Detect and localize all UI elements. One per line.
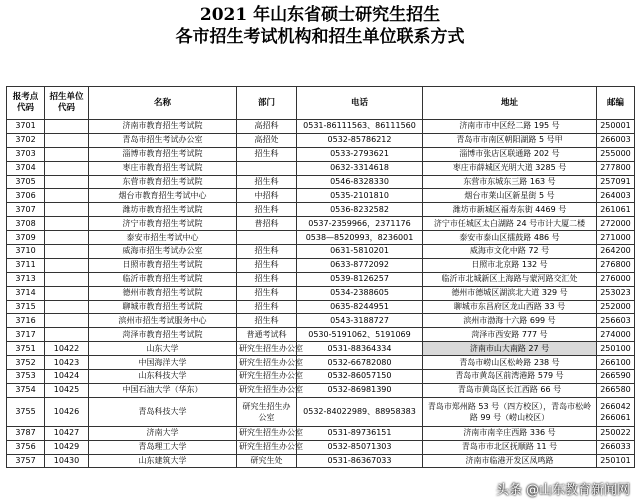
- cell-zip: 266003: [597, 133, 635, 147]
- cell-name: 青岛科技大学: [89, 397, 237, 426]
- cell-phone: 0631-5810201: [297, 245, 423, 259]
- cell-phone: 0534-2388605: [297, 286, 423, 300]
- column-header: 地址: [423, 87, 597, 120]
- cell-name: 日照市教育招生考试院: [89, 258, 237, 272]
- cell-addr: 聊城市东昌府区龙山西路 33 号: [423, 300, 597, 314]
- cell-unit: [45, 161, 89, 175]
- cell-dept: 招生科: [237, 314, 297, 328]
- cell-phone: 0543-3188727: [297, 314, 423, 328]
- cell-unit: [45, 300, 89, 314]
- cell-unit: [45, 245, 89, 259]
- cell-phone: 0532-85786212: [297, 133, 423, 147]
- table-row: [7, 147, 635, 161]
- cell-zip: 266590: [597, 370, 635, 384]
- cell-zip: 274000: [597, 328, 635, 342]
- contacts-table: [6, 86, 635, 468]
- cell-addr: 潍坊市新城区福寿东街 4469 号: [423, 203, 597, 217]
- table-row: [7, 203, 635, 217]
- cell-zip: 250022: [597, 426, 635, 440]
- cell-name: 烟台市教育招生考试中心: [89, 189, 237, 203]
- cell-zip: 266042 266061: [597, 397, 635, 426]
- cell-name: 山东建筑大学: [89, 454, 237, 468]
- cell-code: 3715: [7, 300, 45, 314]
- cell-dept: 研究生处: [237, 454, 297, 468]
- table-row: [7, 328, 635, 342]
- cell-dept: 研究生招生办公室: [237, 440, 297, 454]
- table-row: [7, 426, 635, 440]
- cell-unit: 10425: [45, 383, 89, 397]
- cell-code: 3704: [7, 161, 45, 175]
- cell-phone: 0533-2793621: [297, 147, 423, 161]
- cell-zip: 252000: [597, 300, 635, 314]
- cell-name: 济南大学: [89, 426, 237, 440]
- cell-zip: 256603: [597, 314, 635, 328]
- cell-addr: 青岛市崂山区松岭路 238 号: [423, 356, 597, 370]
- cell-phone: 0532-66782080: [297, 356, 423, 370]
- cell-dept: 研究生招生办公室: [237, 356, 297, 370]
- cell-unit: [45, 328, 89, 342]
- cell-dept: 中招科: [237, 189, 297, 203]
- cell-dept: 招生科: [237, 245, 297, 259]
- cell-dept: 招生科: [237, 272, 297, 286]
- cell-addr: 济南市临港开发区凤鸣路: [423, 454, 597, 468]
- table-row: [7, 120, 635, 134]
- table-row: [7, 217, 635, 231]
- cell-unit: 10430: [45, 454, 89, 468]
- cell-zip: 266100: [597, 356, 635, 370]
- cell-zip: 277800: [597, 161, 635, 175]
- cell-unit: [45, 133, 89, 147]
- cell-addr: 日照市北京路 132 号: [423, 258, 597, 272]
- table-row: [7, 258, 635, 272]
- column-header: 招生单位代码: [45, 87, 89, 120]
- cell-code: 3708: [7, 217, 45, 231]
- cell-phone: 0635-8244951: [297, 300, 423, 314]
- cell-zip: 272000: [597, 217, 635, 231]
- cell-unit: [45, 258, 89, 272]
- table-row: [7, 454, 635, 468]
- cell-phone: 0538—8520993，8236001: [297, 231, 423, 245]
- cell-code: 3717: [7, 328, 45, 342]
- table-row: [7, 370, 635, 384]
- cell-unit: 10429: [45, 440, 89, 454]
- cell-dept: 普招科: [237, 217, 297, 231]
- cell-unit: 10422: [45, 342, 89, 356]
- cell-code: 3702: [7, 133, 45, 147]
- cell-addr: 青岛市黄岛区前湾港路 579 号: [423, 370, 597, 384]
- table-row: [7, 356, 635, 370]
- cell-phone: 0531-86367033: [297, 454, 423, 468]
- cell-phone: 0546-8328330: [297, 175, 423, 189]
- title-line-2: 各市招生考试机构和招生单位联系方式: [175, 26, 465, 47]
- cell-code: 3714: [7, 286, 45, 300]
- cell-phone: 0532-86057150: [297, 370, 423, 384]
- column-header: 邮编: [597, 87, 635, 120]
- cell-zip: 250100: [597, 342, 635, 356]
- table-row: [7, 133, 635, 147]
- cell-unit: 10423: [45, 356, 89, 370]
- cell-name: 菏泽市教育招生考试院: [89, 328, 237, 342]
- cell-dept: 高招科: [237, 120, 297, 134]
- table-body: [7, 120, 635, 468]
- cell-addr: 青岛市黄岛区长江西路 66 号: [423, 383, 597, 397]
- cell-unit: [45, 147, 89, 161]
- cell-dept: 研究生招生办公室: [237, 342, 297, 356]
- cell-zip: 250001: [597, 120, 635, 134]
- cell-dept: 招生科: [237, 300, 297, 314]
- cell-code: 3757: [7, 454, 45, 468]
- cell-addr: 烟台市莱山区新星街 5 号: [423, 189, 597, 203]
- cell-zip: 266033: [597, 440, 635, 454]
- cell-zip: 264003: [597, 189, 635, 203]
- table-row: [7, 440, 635, 454]
- cell-code: 3711: [7, 258, 45, 272]
- cell-addr: 德州市德城区湖滨北大道 329 号: [423, 286, 597, 300]
- cell-phone: 0532-85071303: [297, 440, 423, 454]
- cell-name: 淄博市教育招生考试院: [89, 147, 237, 161]
- column-header: 部门: [237, 87, 297, 120]
- cell-name: 青岛理工大学: [89, 440, 237, 454]
- cell-addr: 泰安市泰山区擂鼓路 486 号: [423, 231, 597, 245]
- cell-phone: 0633-8772092: [297, 258, 423, 272]
- cell-unit: [45, 231, 89, 245]
- cell-dept: [237, 161, 297, 175]
- title-line-1: 2021 年山东省硕士研究生招生: [199, 5, 441, 25]
- cell-code: 3756: [7, 440, 45, 454]
- cell-zip: 276800: [597, 258, 635, 272]
- cell-name: 济宁市教育招生考试院: [89, 217, 237, 231]
- cell-zip: 250101: [597, 454, 635, 468]
- cell-name: 潍坊市教育招生考试院: [89, 203, 237, 217]
- cell-unit: 10424: [45, 370, 89, 384]
- cell-name: 聊城市教育招生考试院: [89, 300, 237, 314]
- table-row: [7, 245, 635, 259]
- cell-zip: 255000: [597, 147, 635, 161]
- cell-dept: 招生科: [237, 203, 297, 217]
- cell-phone: 0537-2359966，2371176: [297, 217, 423, 231]
- cell-dept: 高招处: [237, 133, 297, 147]
- cell-addr: 淄博市张店区联通路 202 号: [423, 147, 597, 161]
- cell-addr: 青岛市市南区朝阳湖路 5 号甲: [423, 133, 597, 147]
- cell-addr: 威海市文化中路 72 号: [423, 245, 597, 259]
- cell-addr: 济宁市任城区太白湖路 24 号市计大厦二楼: [423, 217, 597, 231]
- cell-zip: 276000: [597, 272, 635, 286]
- cell-unit: [45, 189, 89, 203]
- cell-addr: 东营市东城东三路 163 号: [423, 175, 597, 189]
- cell-addr: 青岛市郑州路 53 号（四方校区），青岛市松岭路 99 号（崂山校区）: [423, 397, 597, 426]
- cell-addr: 临沂市北城新区上海路与蒙河路交汇处: [423, 272, 597, 286]
- cell-addr: 滨州市渤海十六路 699 号: [423, 314, 597, 328]
- table-row: [7, 272, 635, 286]
- cell-unit: [45, 175, 89, 189]
- cell-dept: [237, 231, 297, 245]
- cell-dept: 研究生招生办公室: [237, 397, 297, 426]
- cell-name: 滨州市招生考试服务中心: [89, 314, 237, 328]
- cell-unit: [45, 272, 89, 286]
- cell-dept: 研究生招生办公室: [237, 426, 297, 440]
- cell-code: 3787: [7, 426, 45, 440]
- cell-phone: 0535-2101810: [297, 189, 423, 203]
- cell-unit: 10427: [45, 426, 89, 440]
- cell-unit: [45, 286, 89, 300]
- cell-unit: [45, 217, 89, 231]
- cell-code: 3709: [7, 231, 45, 245]
- cell-addr: 济南市山大南路 27 号: [423, 342, 597, 356]
- cell-phone: 0532-84022989、88958383: [297, 397, 423, 426]
- table-row: [7, 397, 635, 426]
- cell-unit: [45, 314, 89, 328]
- cell-dept: 招生科: [237, 175, 297, 189]
- cell-name: 枣庄市教育招生考试院: [89, 161, 237, 175]
- table-row: [7, 161, 635, 175]
- cell-code: 3754: [7, 383, 45, 397]
- cell-code: 3701: [7, 120, 45, 134]
- cell-unit: [45, 203, 89, 217]
- cell-name: 山东科技大学: [89, 370, 237, 384]
- cell-code: 3752: [7, 356, 45, 370]
- column-header: 电话: [297, 87, 423, 120]
- cell-name: 中国石油大学（华东）: [89, 383, 237, 397]
- cell-code: 3716: [7, 314, 45, 328]
- cell-name: 中国海洋大学: [89, 356, 237, 370]
- cell-code: 3703: [7, 147, 45, 161]
- cell-code: 3705: [7, 175, 45, 189]
- cell-zip: 264200: [597, 245, 635, 259]
- cell-unit: [45, 120, 89, 134]
- cell-dept: 招生科: [237, 286, 297, 300]
- cell-dept: 招生科: [237, 147, 297, 161]
- table-row: [7, 300, 635, 314]
- cell-dept: 研究生招生办公室: [237, 370, 297, 384]
- cell-code: 3706: [7, 189, 45, 203]
- cell-zip: 271000: [597, 231, 635, 245]
- cell-phone: 0539-8126257: [297, 272, 423, 286]
- cell-dept: 研究生招生办公室: [237, 383, 297, 397]
- cell-code: 3713: [7, 272, 45, 286]
- table-row: [7, 189, 635, 203]
- cell-phone: 0531-88364334: [297, 342, 423, 356]
- cell-zip: 253023: [597, 286, 635, 300]
- table-row: [7, 286, 635, 300]
- column-header: 名称: [89, 87, 237, 120]
- table-row: [7, 175, 635, 189]
- table-header-row: [7, 87, 635, 120]
- cell-addr: 济南市市中区经二路 195 号: [423, 120, 597, 134]
- cell-phone: 0531-86111563、86111560: [297, 120, 423, 134]
- cell-name: 威海市招生考试办公室: [89, 245, 237, 259]
- cell-code: 3710: [7, 245, 45, 259]
- cell-name: 山东大学: [89, 342, 237, 356]
- cell-code: 3751: [7, 342, 45, 356]
- table-row: [7, 314, 635, 328]
- cell-name: 东营市教育招生考试院: [89, 175, 237, 189]
- cell-code: 3755: [7, 397, 45, 426]
- cell-name: 德州市教育招生考试院: [89, 286, 237, 300]
- cell-dept: 普通考试科: [237, 328, 297, 342]
- cell-phone: 0531-89736151: [297, 426, 423, 440]
- cell-name: 临沂市教育招生考试院: [89, 272, 237, 286]
- cell-addr: 枣庄市薛城区光明大道 3285 号: [423, 161, 597, 175]
- cell-name: 济南市教育招生考试院: [89, 120, 237, 134]
- cell-phone: 0530-5191062、5191069: [297, 328, 423, 342]
- table-row: [7, 231, 635, 245]
- cell-phone: 0536-8232582: [297, 203, 423, 217]
- cell-phone: 0632-3314618: [297, 161, 423, 175]
- cell-addr: 青岛市市北区抚顺路 11 号: [423, 440, 597, 454]
- column-header: 报考点代码: [7, 87, 45, 120]
- cell-code: 3707: [7, 203, 45, 217]
- cell-name: 泰安市招生考试中心: [89, 231, 237, 245]
- cell-phone: 0532-86981390: [297, 383, 423, 397]
- cell-zip: 261061: [597, 203, 635, 217]
- cell-unit: 10426: [45, 397, 89, 426]
- cell-name: 青岛市招生考试办公室: [89, 133, 237, 147]
- cell-zip: 257091: [597, 175, 635, 189]
- cell-dept: 招生科: [237, 258, 297, 272]
- cell-zip: 266580: [597, 383, 635, 397]
- table-row: [7, 342, 635, 356]
- cell-code: 3753: [7, 370, 45, 384]
- table-row: [7, 383, 635, 397]
- cell-addr: 济南市南辛庄西路 336 号: [423, 426, 597, 440]
- watermark: 头条 @山东教育新闻网: [495, 483, 630, 498]
- cell-addr: 菏泽市西安路 777 号: [423, 328, 597, 342]
